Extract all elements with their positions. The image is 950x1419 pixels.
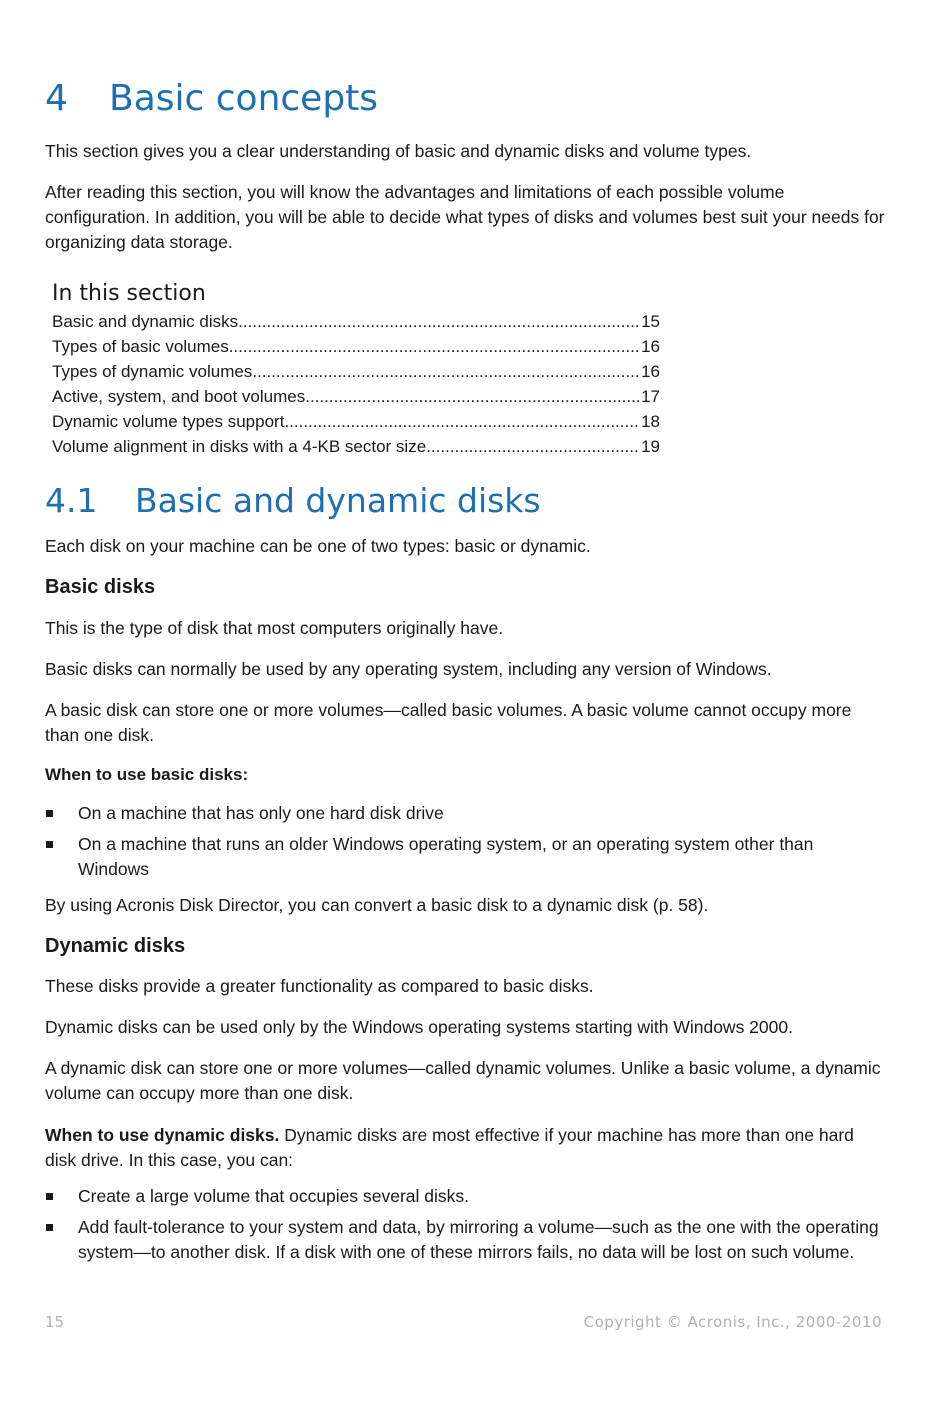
toc-leader (252, 359, 640, 384)
section-intro: Each disk on your machine can be one of two types: basic or dynamic. (45, 536, 591, 556)
dynamic-paragraph-1: These disks provide a greater functionality as compared to basic disks. (45, 976, 594, 996)
toc-item-label: Volume alignment in disks with a 4-KB sector size (52, 437, 427, 456)
toc-item-page: 16 (641, 362, 660, 381)
list-item-text: On a machine that runs an older Windows operating system, or an operating system other than Windows (78, 834, 814, 879)
list-item (45, 1215, 885, 1265)
toc-item-label: Types of dynamic volumes (52, 362, 253, 381)
toc-list (52, 309, 660, 459)
toc-leader (426, 434, 640, 459)
list-item (45, 801, 885, 826)
toc-title: In this section (52, 281, 206, 306)
intro-paragraph-1: This section gives you a clear understanding of basic and dynamic disks and volume types. (45, 141, 752, 161)
bullet-square-icon (46, 1224, 53, 1231)
footer-copyright: Copyright © Acronis, Inc., 2000-2010 (583, 1313, 882, 1331)
toc-leader (229, 334, 640, 359)
toc-item-label: Dynamic volume types support (52, 412, 285, 431)
toc-item-label: Active, system, and boot volumes (52, 387, 306, 406)
toc-leader (238, 309, 640, 334)
toc-item-page: 16 (641, 337, 660, 356)
chapter-heading (45, 78, 378, 119)
list-item-text: Add fault-tolerance to your system and data, by mirroring a volume—such as the one with the operating system—to another disk. If a disk with one of these mirrors fails, no data will be lost on such volume. (78, 1217, 879, 1262)
basic-when-label: When to use basic disks: (45, 765, 249, 784)
basic-disks-heading: Basic disks (45, 576, 156, 598)
basic-paragraph-2: Basic disks can normally be used by any operating system, including any version of Windows. (45, 659, 772, 679)
list-item (45, 1184, 885, 1209)
bullet-square-icon (46, 841, 53, 848)
toc-item-page: 17 (641, 387, 660, 406)
dynamic-disks-heading: Dynamic disks (45, 935, 186, 957)
dynamic-when-text: Dynamic disks are most effective if your machine has more than one hard disk drive. In this case, you can: (45, 1125, 854, 1170)
toc-item-label: Types of basic volumes (52, 337, 229, 356)
dynamic-bullet-list (45, 1184, 885, 1271)
toc-item[interactable] (52, 409, 660, 434)
intro-paragraph-2: After reading this section, you will know the advantages and limitations of each possible volume configuration. In addition, you will be able to decide what types of disks and volumes best suit your needs for organizing data storage. (45, 182, 885, 252)
section-number: 4.1 (45, 481, 98, 520)
list-item (45, 832, 885, 882)
toc-item[interactable] (52, 334, 660, 359)
dynamic-when-paragraph (45, 1123, 885, 1173)
toc-item-label: Basic and dynamic disks (52, 312, 239, 331)
toc-item[interactable] (52, 384, 660, 409)
dynamic-paragraph-2: Dynamic disks can be used only by the Windows operating systems starting with Windows 2000. (45, 1017, 793, 1037)
toc-item[interactable] (52, 434, 660, 459)
section-title: Basic and dynamic disks (135, 481, 541, 520)
toc-leader (284, 409, 640, 434)
toc-item-page: 19 (641, 437, 660, 456)
basic-bullet-list (45, 801, 885, 888)
footer-page-number: 15 (45, 1313, 65, 1331)
basic-paragraph-3: A basic disk can store one or more volumes—called basic volumes. A basic volume cannot occupy more than one disk. (45, 700, 852, 745)
chapter-number: 4 (45, 78, 68, 119)
section-heading (45, 481, 541, 520)
dynamic-paragraph-3: A dynamic disk can store one or more volumes—called dynamic volumes. Unlike a basic volume, a dynamic volume can occupy more than one disk. (45, 1058, 881, 1103)
toc-item-page: 18 (641, 412, 660, 431)
dynamic-when-label: When to use dynamic disks. (45, 1125, 280, 1145)
basic-paragraph-1: This is the type of disk that most computers originally have. (45, 618, 504, 638)
toc-item-page: 15 (641, 312, 660, 331)
toc-leader (305, 384, 640, 409)
list-item-text: On a machine that has only one hard disk drive (78, 803, 444, 823)
bullet-square-icon (46, 810, 53, 817)
list-item-text: Create a large volume that occupies several disks. (78, 1186, 470, 1206)
bullet-square-icon (46, 1193, 53, 1200)
toc-item[interactable] (52, 309, 660, 334)
chapter-title: Basic concepts (109, 78, 379, 119)
toc-item[interactable] (52, 359, 660, 384)
convert-paragraph: By using Acronis Disk Director, you can convert a basic disk to a dynamic disk (p. 58). (45, 895, 709, 915)
